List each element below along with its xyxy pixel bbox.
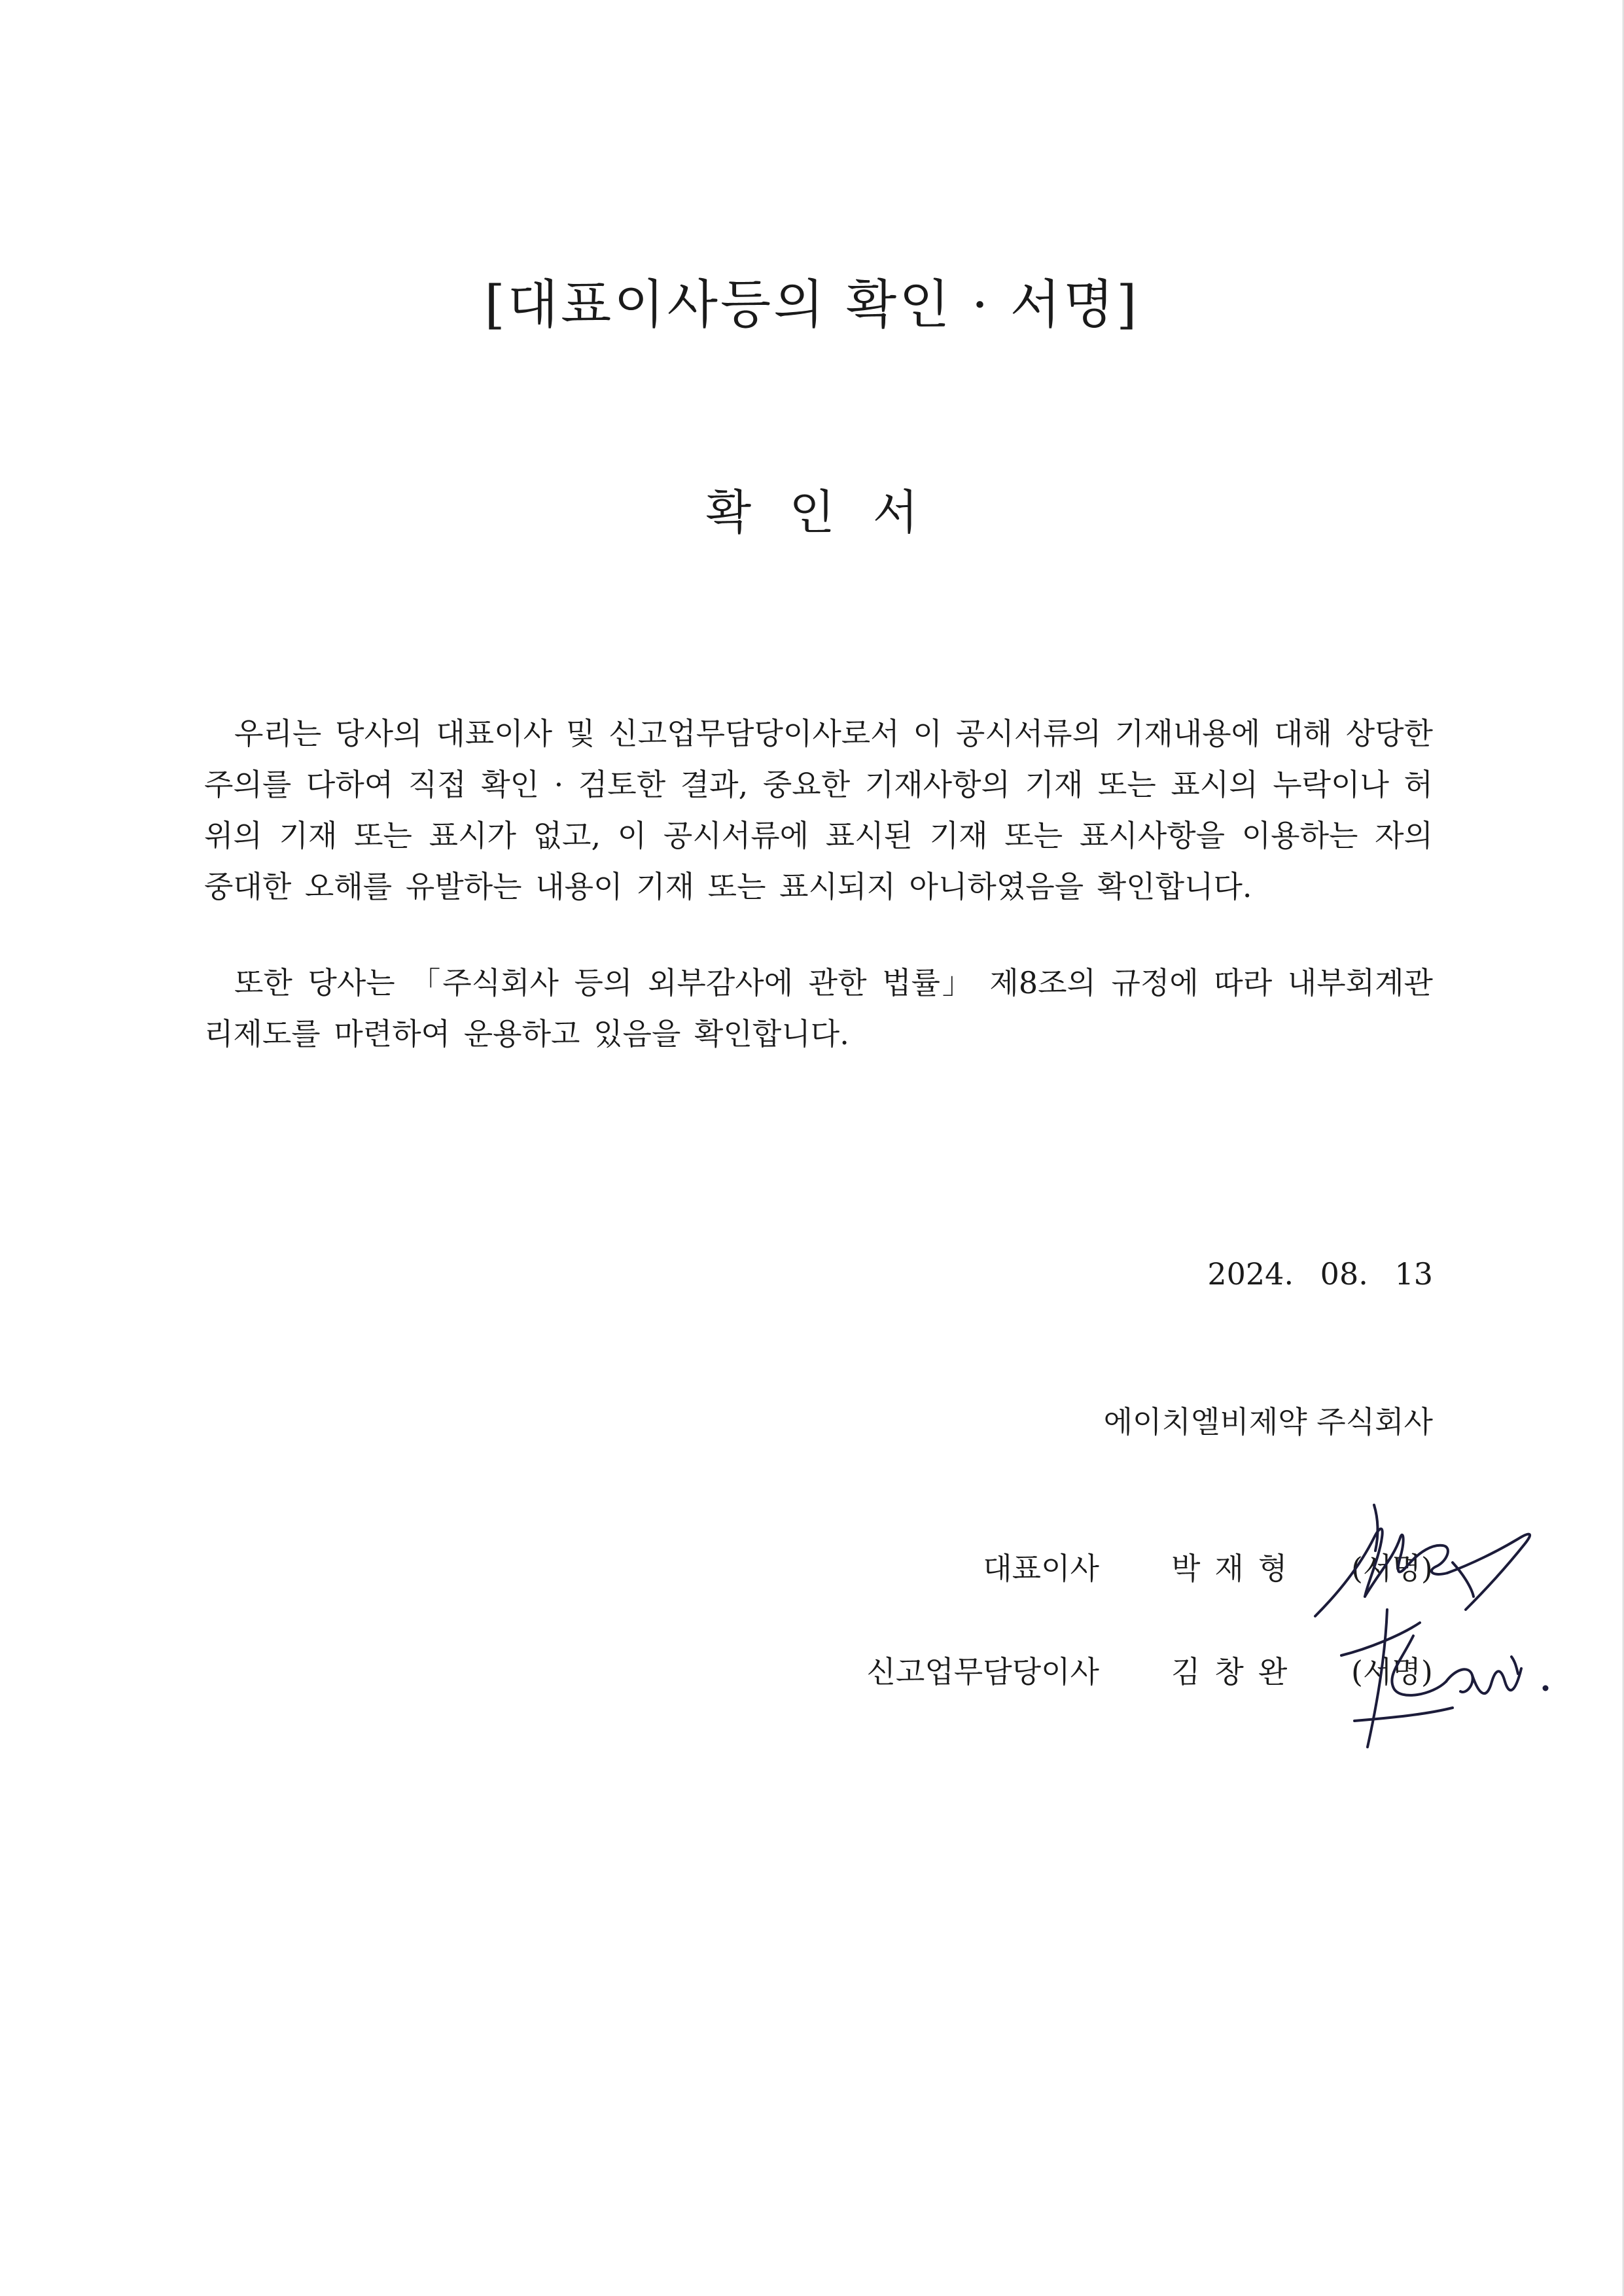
signatory-name: 김창완 [1171,1654,1302,1689]
signature-label: (서명) [1351,1551,1433,1586]
document-subtitle: 확인서 [705,485,957,540]
confirmation-paragraph-1: 우리는 당사의 대표이사 및 신고업무담당이사로서 이 공시서류의 기재내용에 대해 상당한 주의를 다하여 직접 확인 · 검토한 결과, 중요한 기재사항의 기재 또는 표시의 누락이나 허위의 기재 또는 표시가 없고, 이 공시서류에 표시된 기재 또는 표시사항을 이용하는 자의 중대한 오해를 유발하는 내용이 기재 또는 표시되지 아니하였음을 확인합니다. [204,716,1433,904]
document-date: 2024. 08. 13 [1207,1256,1433,1292]
document-title: [대표이사등의 확인 · 서명] [484,274,1140,335]
signatory-name: 박재형 [1171,1551,1302,1586]
signatory-role: 신고업무담당이사 [866,1654,1099,1689]
company-name: 에이치엘비제약 주식회사 [1103,1404,1433,1439]
signature-label: (서명) [1351,1654,1433,1689]
handwritten-signature-disclosure-director [1315,1597,1557,1754]
signatory-role: 대표이사 [983,1551,1099,1586]
confirmation-paragraph-2: 또한 당사는 「주식회사 등의 외부감사에 관한 법률」 제8조의 규정에 따라 내부회계관리제도를 마련하여 운용하고 있음을 확인합니다. [204,965,1433,1051]
